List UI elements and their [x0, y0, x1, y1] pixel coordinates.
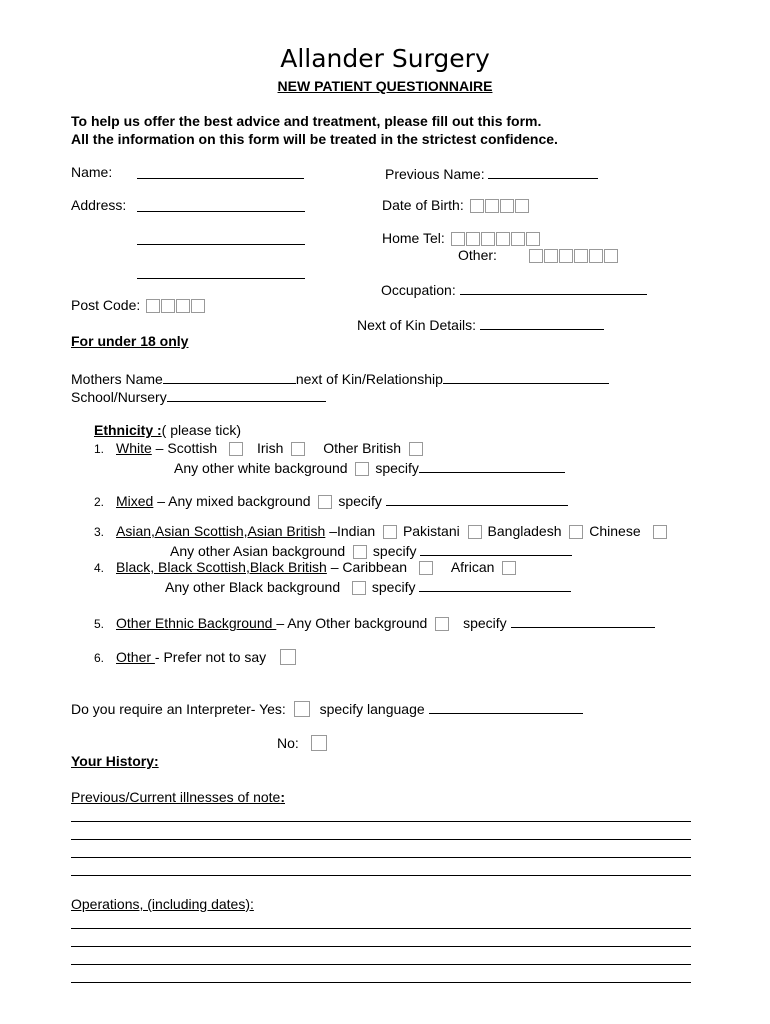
- indian-checkbox[interactable]: [383, 525, 397, 539]
- irish-checkbox[interactable]: [291, 442, 305, 456]
- home-tel-row: [382, 230, 541, 246]
- pakistani-checkbox[interactable]: [468, 525, 482, 539]
- operations-line-3[interactable]: [71, 964, 691, 965]
- next-of-kin-label: Next of Kin Details:: [357, 317, 477, 333]
- ethnicity-heading: Ethnicity :: [94, 422, 162, 438]
- post-code-label: Post Code:: [71, 297, 141, 313]
- occupation-label: Occupation:: [381, 282, 456, 298]
- black-other-checkbox[interactable]: [352, 581, 366, 595]
- next-of-kin-relationship-field[interactable]: [443, 369, 609, 384]
- intro-line-2: All the information on this form will be treated in the strictest confidence.: [71, 131, 558, 147]
- name-row: [71, 164, 112, 180]
- address-field-2[interactable]: [137, 230, 305, 245]
- interpreter-row: Do you require an Interpreter- Yes: specify language: [71, 699, 583, 717]
- prefer-not-checkbox[interactable]: [280, 649, 296, 665]
- ethnicity-item-black: 4. Black, Black Scottish,Black British – Caribbean African: [94, 559, 518, 575]
- dob-label: Date of Birth:: [382, 197, 464, 213]
- african-checkbox[interactable]: [502, 561, 516, 575]
- bangladesh-checkbox[interactable]: [569, 525, 583, 539]
- previous-name-field[interactable]: [488, 164, 598, 179]
- item-number: 1.: [94, 442, 105, 456]
- scottish-checkbox[interactable]: [229, 442, 243, 456]
- dob-boxes[interactable]: [470, 199, 530, 213]
- name-label: Name:: [71, 164, 113, 180]
- form-title: Allander Surgery: [280, 44, 490, 73]
- dob-row: [382, 197, 530, 213]
- other-british-checkbox[interactable]: [409, 442, 423, 456]
- illnesses-line-1[interactable]: [71, 821, 691, 822]
- ethnicity-item-asian: 3. Asian,Asian Scottish,Asian British –Indian Pakistani Bangladesh Chinese: [94, 523, 669, 539]
- illnesses-line-4[interactable]: [71, 875, 691, 876]
- black-specify-field[interactable]: [419, 577, 571, 592]
- ethnicity-hint: ( please tick): [161, 422, 242, 438]
- other-tel-row: [458, 247, 619, 263]
- previous-name-label: Previous Name:: [385, 166, 485, 182]
- name-field[interactable]: [137, 164, 304, 179]
- illnesses-label-row: Previous/Current illnesses of note:: [71, 789, 285, 805]
- white-other-checkbox[interactable]: [355, 462, 369, 476]
- next-of-kin-field[interactable]: [480, 315, 604, 330]
- post-code-boxes[interactable]: [146, 299, 206, 313]
- white-specify-field[interactable]: [419, 458, 565, 473]
- ethnicity-item-mixed: 2. Mixed – Any mixed background specify: [94, 491, 568, 509]
- address-field-1[interactable]: [137, 197, 305, 212]
- occupation-field[interactable]: [460, 280, 647, 295]
- next-of-kin-relationship-label: next of Kin/Relationship: [295, 371, 443, 387]
- mothers-name-label: Mothers Name: [71, 371, 163, 387]
- mothers-name-row: [71, 369, 609, 387]
- white-other-row: Any other white background specify: [174, 458, 565, 476]
- history-heading: Your History:: [71, 753, 159, 769]
- ethnicity-heading-row: [94, 422, 241, 438]
- post-code-row: [71, 297, 206, 313]
- caribbean-checkbox[interactable]: [419, 561, 433, 575]
- asian-other-row: Any other Asian background specify: [170, 541, 572, 559]
- asian-other-checkbox[interactable]: [353, 545, 367, 559]
- operations-label: Operations, (including dates):: [71, 896, 254, 912]
- ethnicity-item-prefer-not: 6. Other - Prefer not to say: [94, 649, 298, 665]
- intro-line-1: To help us offer the best advice and treatment, please fill out this form.: [71, 113, 542, 129]
- illnesses-line-2[interactable]: [71, 839, 691, 840]
- black-other-row: Any other Black background specify: [165, 577, 571, 595]
- under-18-heading: For under 18 only: [71, 333, 189, 349]
- illnesses-line-3[interactable]: [71, 857, 691, 858]
- operations-line-1[interactable]: [71, 928, 691, 929]
- school-label: School/Nursery: [71, 389, 167, 405]
- next-of-kin-row: [357, 315, 604, 333]
- ethnicity-item-white: 1. White – Scottish Irish Other British: [94, 440, 425, 456]
- home-tel-boxes[interactable]: [451, 232, 541, 246]
- occupation-row: [381, 280, 647, 298]
- mixed-checkbox[interactable]: [318, 495, 332, 509]
- other-tel-label: Other:: [458, 247, 497, 263]
- other-tel-boxes[interactable]: [529, 249, 619, 263]
- other-background-checkbox[interactable]: [435, 617, 449, 631]
- school-row: [71, 387, 326, 405]
- language-field[interactable]: [429, 699, 583, 714]
- operations-line-4[interactable]: [71, 982, 691, 983]
- asian-specify-field[interactable]: [420, 541, 572, 556]
- mixed-specify-field[interactable]: [386, 491, 568, 506]
- address-field-3[interactable]: [137, 264, 305, 279]
- school-field[interactable]: [167, 387, 326, 402]
- address-label: Address:: [71, 197, 127, 213]
- chinese-checkbox[interactable]: [653, 525, 667, 539]
- previous-name-row: [385, 164, 598, 182]
- interpreter-yes-checkbox[interactable]: [294, 701, 310, 717]
- other-specify-field[interactable]: [511, 613, 655, 628]
- operations-line-2[interactable]: [71, 946, 691, 947]
- interpreter-no-checkbox[interactable]: [311, 735, 327, 751]
- illnesses-label: Previous/Current illnesses of note: [71, 789, 281, 805]
- mothers-name-field[interactable]: [163, 369, 296, 384]
- form-subtitle: NEW PATIENT QUESTIONNAIRE: [277, 78, 493, 94]
- category-label: White: [116, 440, 152, 456]
- interpreter-question: Do you require an Interpreter- Yes:: [71, 701, 286, 717]
- ethnicity-item-other-ethnic: 5. Other Ethnic Background – Any Other background specify: [94, 613, 655, 631]
- interpreter-no-row: No:: [277, 735, 329, 751]
- home-tel-label: Home Tel:: [382, 230, 445, 246]
